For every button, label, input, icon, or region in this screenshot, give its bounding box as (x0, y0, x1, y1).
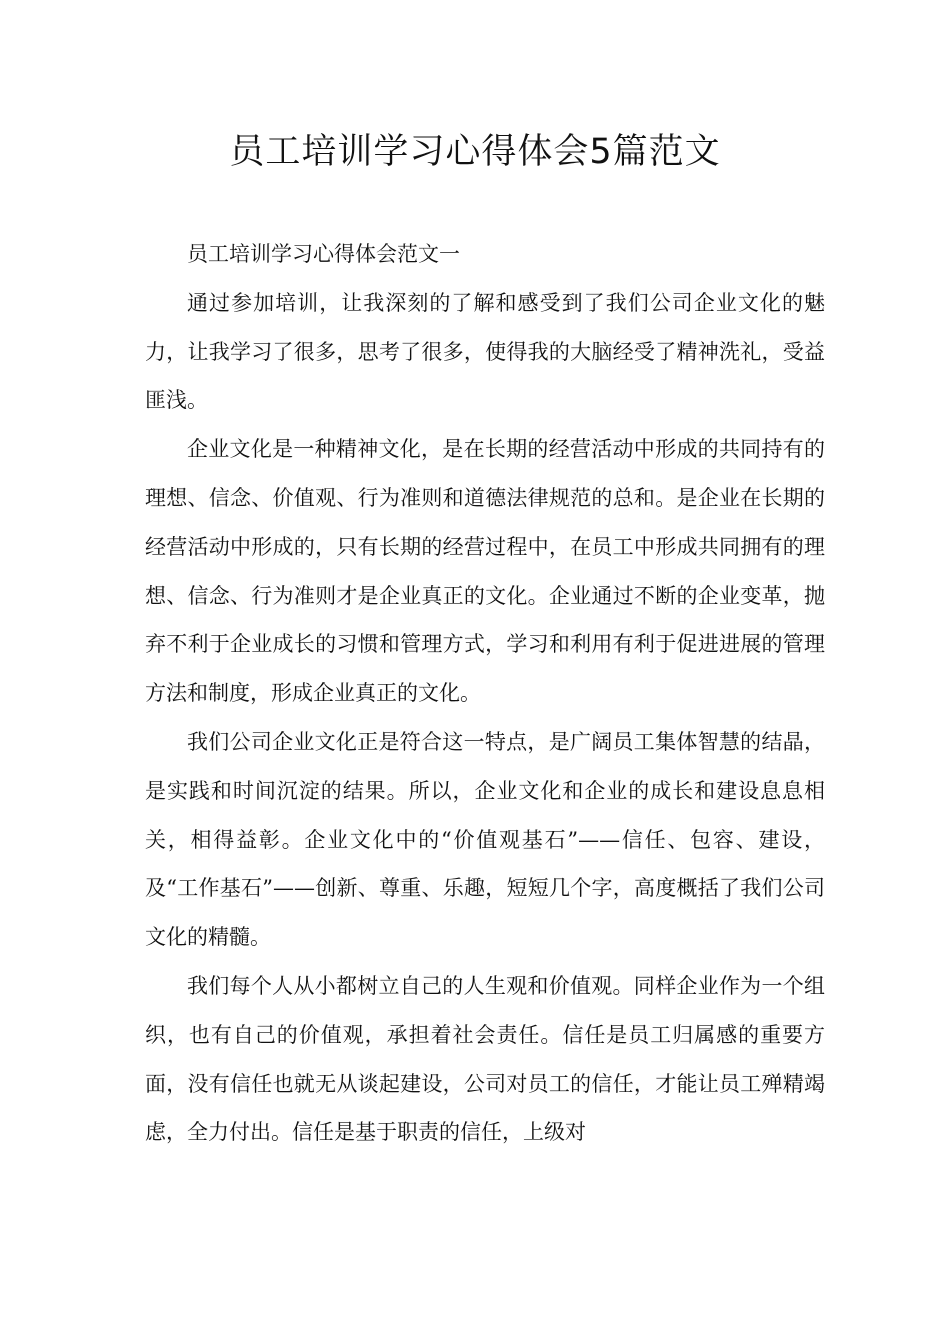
document-title: 员工培训学习心得体会5篇范文 (229, 132, 721, 172)
paragraph-3: 我们公司企业文化正是符合这一特点，是广阔员工集体智慧的结晶，是实践和时间沉淀的结果。所以，企业文化和企业的成长和建设息息相关，相得益彰。企业文化中的“价值观基石”——信任、包容、建设，及“工作基石”——创新、尊重、乐趣，短短几个字，高度概括了我们公司文化的精髓。 (145, 729, 825, 950)
paragraph-1: 通过参加培训，让我深刻的了解和感受到了我们公司企业文化的魅力，让我学习了很多，思考了很多，使得我的大脑经受了精神洗礼，受益匪浅。 (145, 290, 825, 413)
section-heading: 员工培训学习心得体会范文一 (187, 242, 460, 266)
document-body (145, 230, 825, 1157)
paragraph-2: 企业文化是一种精神文化，是在长期的经营活动中形成的共同持有的理想、信念、价值观、行为准则和道德法律规范的总和。是企业在长期的经营活动中形成的，只有长期的经营过程中，在员工中形成共同拥有的理想、信念、行为准则才是企业真正的文化。企业通过不断的企业变革，抛弃不利于企业成长的习惯和管理方式，学习和利用有利于促进进展的管理方法和制度，形成企业真正的文化。 (145, 437, 825, 706)
paragraph-4: 我们每个人从小都树立自己的人生观和价值观。同样企业作为一个组织，也有自己的价值观，承担着社会责任。信任是员工归属感的重要方面，没有信任也就无从谈起建设，公司对员工的信任，才能让员工殚精竭虑，全力付出。信任是基于职责的信任，上级对 (145, 973, 825, 1145)
